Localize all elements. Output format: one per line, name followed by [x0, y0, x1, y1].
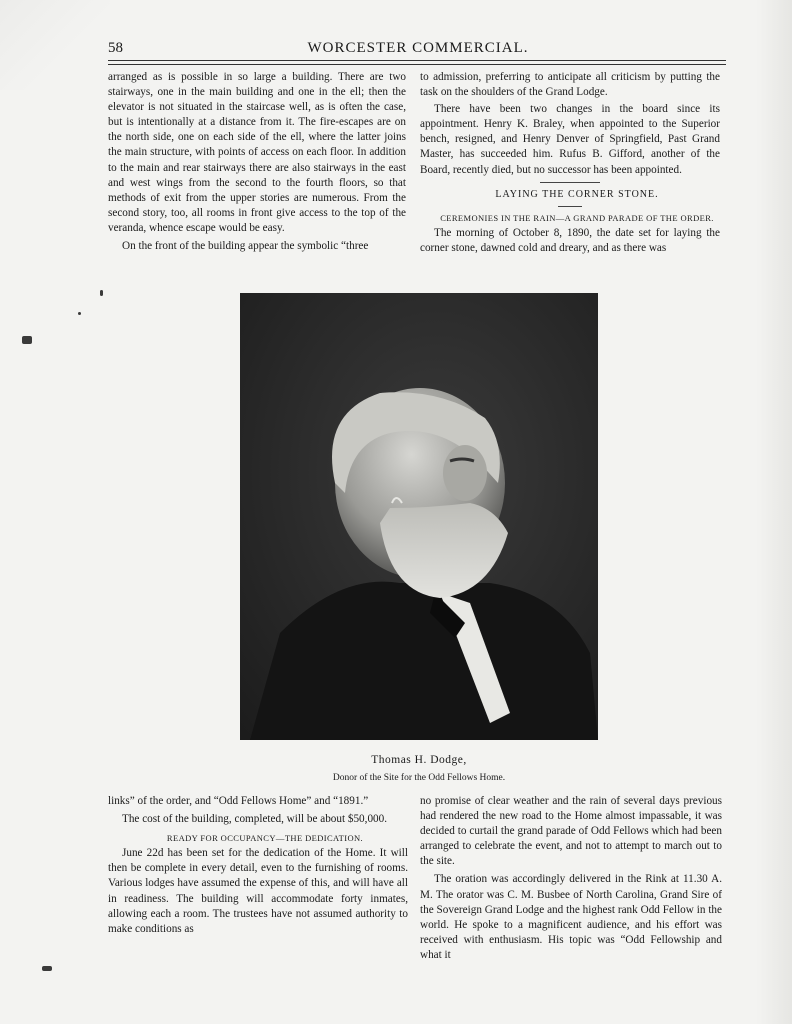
page-number: 58 — [108, 40, 123, 56]
column-top-left — [108, 70, 406, 254]
section-subheading: READY FOR OCCUPANCY—THE DEDICATION. — [166, 833, 364, 844]
paragraph: June 22d has been set for the dedication of the Home. It will then be complete in every detail, even to the furnishing of rooms. Various lodges have assumed the expense of this, and will have all in readiness. The building will accommodate forty inmates, allowing each a room. The trustees have not assumed authority to make conditions as — [108, 847, 408, 935]
section-heading: LAYING THE CORNER STONE. — [495, 188, 659, 200]
scan-mark — [78, 312, 81, 315]
column-bottom-right — [420, 794, 722, 963]
paragraph: The cost of the building, completed, will be about $50,000. — [122, 813, 388, 826]
paragraph: There have been two changes in the board since its appointment. Henry K. Braley, when appointed to the Superior bench, resigned, and Henry Denver of Springfield, Past Grand Master, has succeeded him. Rufus B. Gifford, another of the Board, recently died, but no successor has been appointed. — [420, 103, 720, 176]
portrait-image — [240, 293, 598, 740]
portrait-photo — [240, 293, 598, 740]
page-fold-shadow — [0, 0, 110, 90]
paragraph: no promise of clear weather and the rain of several days previous had rendered the new road to the Home almost impassable, it was decided to curtail the grand parade of Odd Fellows which had been arranged to celebrate the event, and not to attempt to march out to the site. — [420, 795, 722, 868]
photo-caption-description: Donor of the Site for the Odd Fellows Home. — [332, 773, 506, 783]
scan-mark — [100, 290, 103, 296]
paragraph: The morning of October 8, 1890, the date set for laying the corner stone, dawned cold and dreary, and as there was — [420, 226, 720, 254]
scan-mark — [22, 336, 32, 344]
running-title: WORCESTER COMMERCIAL. — [307, 40, 529, 56]
column-top-right — [420, 70, 720, 256]
section-rule-small — [558, 206, 582, 207]
section-subheading: CEREMONIES IN THE RAIN—A GRAND PARADE OF THE ORDER. — [440, 212, 714, 223]
paragraph: arranged as is possible in so large a building. There are two stairways, one in the main building and one in the ell; then the elevator is not situated in the staircase well, as is often the case, but is intentionally at a distance from it. The fire-escapes are on the north side, one on each side of the ell, where the latter joins the main structure, with points of access on each floor. In addition to the main and rear stairways there are also stairways in the east and west wings from the second to the fourth floors, so that methods of exit from the upper stories are numerous. From the second story, too, all rooms in front give access to the top of the veranda, whence escape would be easy. — [108, 71, 406, 234]
paragraph: On the front of the building appear the symbolic “three — [122, 240, 369, 253]
header-rule-bottom — [108, 64, 726, 65]
page-header — [108, 40, 728, 62]
scan-mark — [42, 966, 52, 971]
column-bottom-left — [108, 794, 408, 937]
header-rule-top — [108, 60, 726, 61]
photo-caption-name: Thomas H. Dodge, — [371, 754, 467, 766]
section-rule — [540, 182, 600, 183]
paragraph: links” of the order, and “Odd Fellows Home” and “1891.” — [108, 795, 369, 807]
paragraph: The oration was accordingly delivered in the Rink at 11.30 A. M. The orator was C. M. Busbee of North Carolina, Grand Sire of the Sovereign Grand Lodge and the highest rank Odd Fellow in the world. He spoke to a magnificent audience, and his effort was received with enthusiasm. His topic was “Odd Fellowship and what it — [420, 873, 722, 961]
page-edge-shadow — [756, 0, 792, 1024]
paragraph: to admission, preferring to anticipate all criticism by putting the task on the shoulders of the Grand Lodge. — [420, 71, 720, 99]
